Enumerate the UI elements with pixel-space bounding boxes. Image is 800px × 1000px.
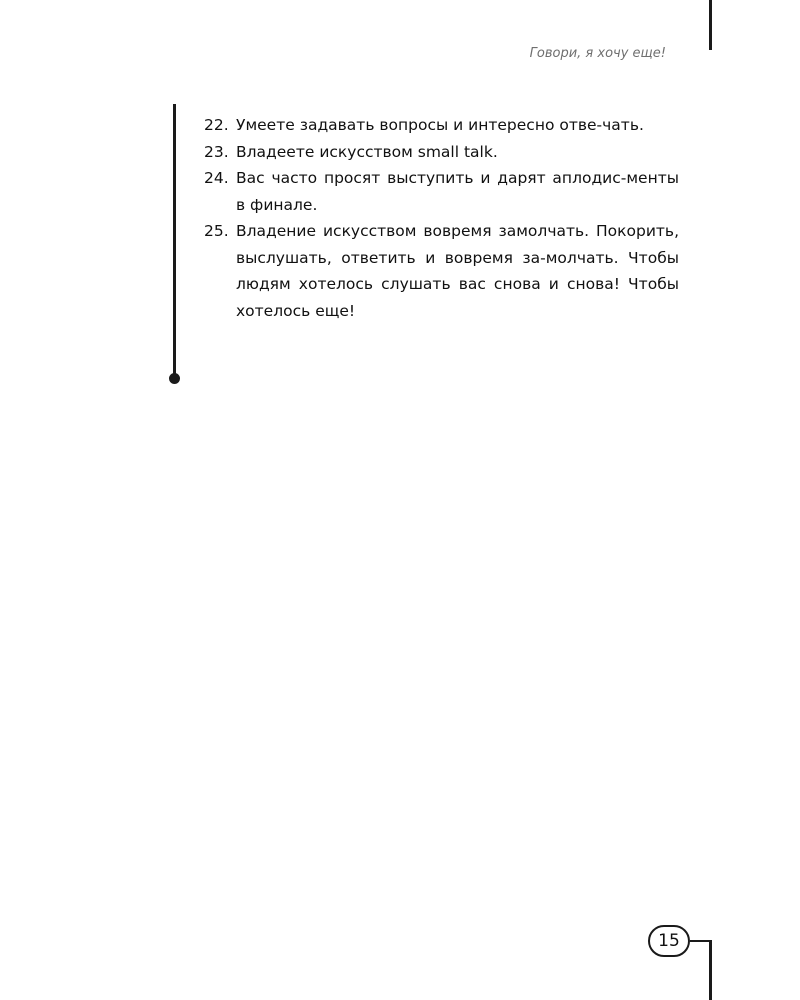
- page-number: 15: [658, 931, 680, 951]
- list-item-number: 23.: [204, 142, 229, 161]
- list-item-text: Вас часто просят выступить и дарят аплодис-менты в финале.: [236, 169, 679, 214]
- list-item-text: Владение искусством вовремя замолчать. Покорить, выслушать, ответить и вовремя за-молчать. Чтобы людям хотелось слушать вас снова и снова! Чтобы хотелось еще!: [236, 222, 679, 320]
- list-item-number: 22.: [204, 116, 229, 134]
- left-bar-end-dot: [169, 373, 180, 384]
- numbered-list: [204, 112, 679, 324]
- list-item-text: Владеете искусством small talk.: [236, 142, 498, 161]
- bottom-right-rule: [709, 940, 712, 1000]
- list-item: [204, 112, 679, 139]
- list-item-number: 24.: [204, 169, 229, 187]
- running-header: Говори, я хочу еще!: [529, 46, 666, 61]
- list-item: [204, 218, 679, 324]
- list-item: [204, 139, 679, 166]
- list-item-number: 25.: [204, 222, 229, 240]
- left-vertical-bar: [173, 104, 176, 376]
- list-item-text: Умеете задавать вопросы и интересно отве-чать.: [236, 116, 644, 134]
- page-number-badge: [648, 925, 690, 957]
- top-right-rule: [709, 0, 712, 50]
- list-item: [204, 165, 679, 218]
